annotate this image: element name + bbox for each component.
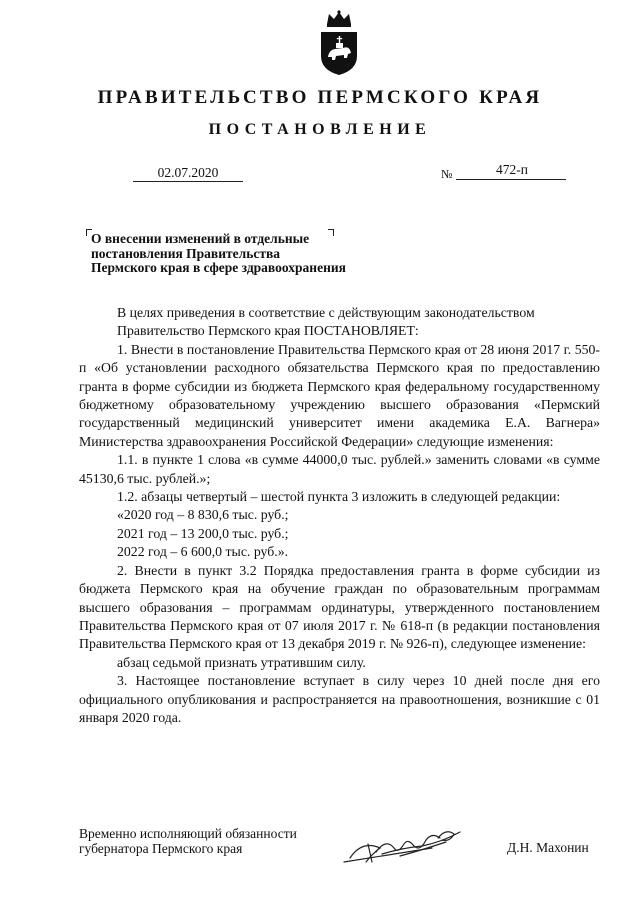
subject-line: постановления Правительства	[91, 245, 280, 261]
document-subject	[91, 232, 346, 276]
paragraph: 2. Внести в пункт 3.2 Порядка предоставления гранта в форме субсидии из бюджета Пермского края на обучение граждан по образовательным программам высшего образования – программам ординатуры, утвержденного постановлением Правительства Пермского края от 07 июля 2017 г. № 618-п (в редакции постановления Правительства Пермского края от 13 декабря 2019 г. № 926-п), следующее изменение:	[79, 562, 600, 652]
signatory-name: Д.Н. Махонин	[507, 840, 589, 855]
paragraph: 1. Внести в постановление Правительства Пермского края от 28 июня 2017 г. 550-п «Об установлении расходного обязательства Пермского края по предоставлению гранта в форме субсидии из бюджета Пермского края федеральному государственному бюджетному образовательному учреждению высшего образования «Пермский государственный медицинский университет имени академика Е.А. Вагнера» Министерства здравоохранения Российской Федерации» следующие изменения:	[79, 341, 600, 449]
signatory-position	[79, 826, 297, 856]
handwritten-signature-icon	[342, 818, 492, 868]
paragraph: 2022 год – 6 600,0 тыс. руб.».	[117, 544, 289, 560]
paragraph: «2020 год – 8 830,6 тыс. руб.;	[117, 507, 289, 523]
paragraph: В целях приведения в соответствие с действующим законодательством	[117, 305, 535, 320]
number-underline	[456, 179, 566, 180]
coat-of-arms-icon	[317, 10, 361, 76]
government-title: ПРАВИТЕЛЬСТВО ПЕРМСКОГО КРАЯ	[97, 87, 543, 108]
paragraph: 1.2. абзацы четвертый – шестой пункта 3 изложить в следующей редакции:	[117, 489, 561, 505]
paragraph: 2021 год – 13 200,0 тыс. руб.;	[117, 525, 289, 541]
paragraph: Правительство Пермского края ПОСТАНОВЛЯЕТ:	[117, 323, 419, 339]
paragraph: 3. Настоящее постановление вступает в силу через 10 дней после дня его официального опубликования и распространяется на правоотношения, возникшие с 01 января 2020 года.	[79, 673, 600, 725]
date-underline	[133, 181, 243, 182]
subject-line: О внесении изменений в отдельные	[91, 231, 310, 246]
document-type: ПОСТАНОВЛЕНИЕ	[208, 121, 432, 138]
paragraph: 1.1. в пункте 1 слова «в сумме 44000,0 тыс. рублей.» заменить словами «в сумме 45130,6 тыс. рублей.»;	[79, 452, 600, 486]
document-date: 02.07.2020	[157, 165, 219, 180]
paragraph: абзац седьмой признать утратившим силу.	[117, 654, 366, 670]
position-line: губернатора Пермского края	[79, 841, 243, 856]
position-line: Временно исполняющий обязанности	[79, 826, 297, 841]
number-sign: №	[441, 167, 453, 181]
document-body	[79, 304, 600, 727]
subject-line: Пермского края в сфере здравоохранения	[91, 260, 346, 275]
document-number: 472-п	[496, 162, 528, 177]
